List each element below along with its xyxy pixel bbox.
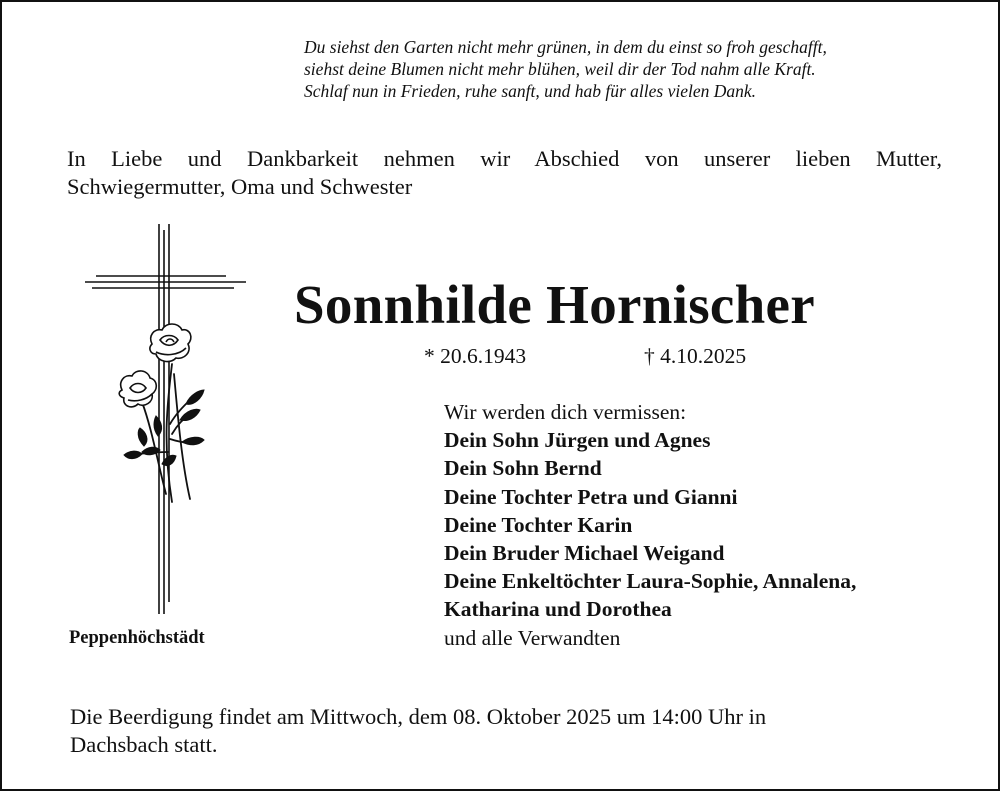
intro-line: Schwiegermutter, Oma und Schwester: [67, 174, 413, 199]
poem-line: Du siehst den Garten nicht mehr grünen, in dem du einst so froh geschafft,: [304, 37, 827, 57]
mourners-closing: und alle Verwandten: [444, 625, 621, 650]
birth-date: * 20.6.1943: [424, 344, 527, 368]
relative-entry: Katharina und Dorothea: [444, 597, 672, 622]
farewell-intro: [67, 145, 942, 201]
memorial-poem: [304, 36, 827, 102]
funeral-line: Die Beerdigung findet am Mittwoch, dem 08. Oktober 2025 um 14:00 Uhr in: [70, 704, 767, 729]
intro-line: In Liebe und Dankbarkeit nehmen wir Abschied von unserer lieben Mutter,: [67, 146, 942, 171]
mourners-list: [444, 398, 856, 652]
funeral-line: Dachsbach statt.: [70, 732, 218, 757]
relative-entry: Dein Bruder Michael Weigand: [444, 541, 725, 566]
poem-line: Schlaf nun in Frieden, ruhe sanft, und hab für alles vielen Dank.: [304, 81, 757, 101]
mourners-lead: Wir werden dich vermissen:: [444, 400, 687, 424]
funeral-announcement: [70, 703, 930, 759]
relative-entry: Deine Enkeltöchter Laura-Sophie, Annalena,: [444, 569, 857, 594]
relative-entry: Dein Sohn Jürgen und Agnes: [444, 428, 711, 453]
death-date: † 4.10.2025: [644, 344, 747, 368]
cross-with-rose-icon: [82, 224, 252, 616]
poem-line: siehst deine Blumen nicht mehr blühen, weil dir der Tod nahm alle Kraft.: [304, 59, 816, 79]
deceased-name: Sonnhilde Hornischer: [294, 274, 815, 335]
place-name: Peppenhöchstädt: [69, 628, 205, 648]
relative-entry: Deine Tochter Petra und Gianni: [444, 484, 738, 509]
relative-entry: Dein Sohn Bernd: [444, 456, 602, 481]
relative-entry: Deine Tochter Karin: [444, 512, 633, 537]
relatives-list: [444, 426, 856, 623]
